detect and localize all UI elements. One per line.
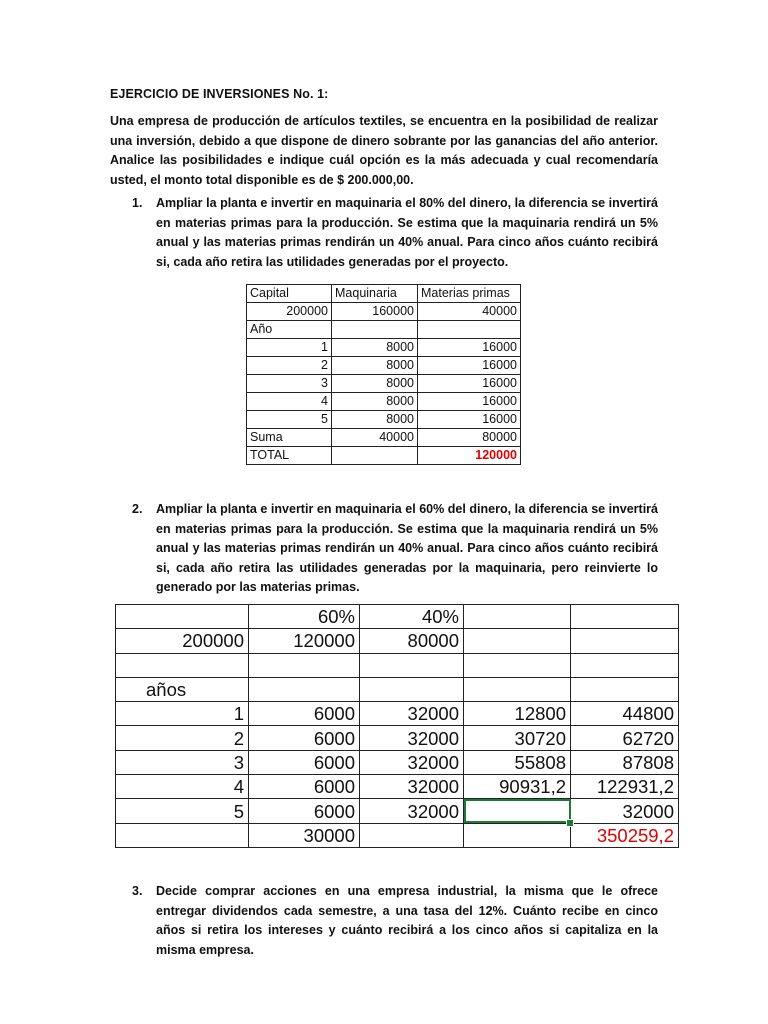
cell[interactable]: 200000: [116, 629, 249, 653]
table-row: [116, 677, 679, 701]
list-number: 1.: [132, 196, 143, 210]
cell[interactable]: 55808: [464, 750, 571, 774]
list-text: Ampliar la planta e invertir en maquinaria el 80% del dinero, la diferencia se invertirá en materias primas para la producción. Se estima que la maquinaria rendirá un 5% anual y las materias primas rendirán un 40% anual. Para cinco años cuánto recibirá si, cada año retira las utilidades generadas por el proyecto.: [156, 196, 658, 269]
cell[interactable]: [249, 653, 360, 677]
cell: 2: [247, 357, 332, 375]
cell[interactable]: 30720: [464, 726, 571, 750]
cell[interactable]: 2: [116, 726, 249, 750]
cell: 8000: [332, 411, 418, 429]
cell: 16000: [418, 357, 521, 375]
cell[interactable]: 1: [116, 702, 249, 726]
cell[interactable]: 87808: [571, 750, 679, 774]
cell: [332, 321, 418, 339]
cell[interactable]: 44800: [571, 702, 679, 726]
cell[interactable]: 6000: [249, 775, 360, 799]
table-row: [116, 702, 679, 726]
table-row: [247, 411, 521, 429]
table-row-total: [247, 447, 521, 465]
year-label-cell[interactable]: años: [116, 677, 249, 701]
cell: 8000: [332, 357, 418, 375]
table-option-1: [246, 284, 521, 465]
total-value-cell: 120000: [418, 447, 521, 465]
header-cell: Materias primas: [418, 285, 521, 303]
cell[interactable]: 32000: [360, 702, 464, 726]
table-row-total: [116, 823, 679, 847]
table-row: [247, 339, 521, 357]
cell[interactable]: [571, 605, 679, 629]
cell[interactable]: [464, 823, 571, 847]
table-header-row: [247, 285, 521, 303]
cell: 8000: [332, 339, 418, 357]
cell: [332, 447, 418, 465]
intro-paragraph: Una empresa de producción de artículos textiles, se encuentra en la posibilidad de realizar una inversión, debido a que dispone de dinero sobrante por las ganancias del año anterior. Analice las posibilidades e indique cuál opción es la más adecuada y cual recomendaría usted, el monto total disponible es de $ 200.000,00.: [110, 114, 658, 187]
cell: 8000: [332, 375, 418, 393]
cell[interactable]: 80000: [360, 629, 464, 653]
cell: 4: [247, 393, 332, 411]
cell: 80000: [418, 429, 521, 447]
cell: [418, 321, 521, 339]
cell[interactable]: 6000: [249, 799, 360, 823]
table-row: [116, 629, 679, 653]
table-row: [247, 357, 521, 375]
table-row: [116, 799, 679, 823]
cell[interactable]: [571, 653, 679, 677]
table-row: [247, 321, 521, 339]
cell: 16000: [418, 393, 521, 411]
fill-handle[interactable]: [566, 819, 574, 827]
cell: TOTAL: [247, 447, 332, 465]
cell: 8000: [332, 393, 418, 411]
cell[interactable]: [571, 677, 679, 701]
cell[interactable]: [360, 823, 464, 847]
cell[interactable]: 122931,2: [571, 775, 679, 799]
table-row: [116, 653, 679, 677]
cell[interactable]: 5: [116, 799, 249, 823]
cell[interactable]: [464, 629, 571, 653]
cell[interactable]: [464, 677, 571, 701]
cell: Suma: [247, 429, 332, 447]
cell: 160000: [332, 303, 418, 321]
list-number: 2.: [132, 502, 143, 516]
cell[interactable]: [116, 823, 249, 847]
table-row: [247, 393, 521, 411]
cell[interactable]: 60%: [249, 605, 360, 629]
table-row-sum: [247, 429, 521, 447]
cell[interactable]: 120000: [249, 629, 360, 653]
cell[interactable]: 30000: [249, 823, 360, 847]
cell[interactable]: 40%: [360, 605, 464, 629]
cell[interactable]: 32000: [360, 750, 464, 774]
list-text: Decide comprar acciones en una empresa industrial, la misma que le ofrece entregar dividendos cada semestre, a una tasa del 12%. Cuánto recibe en cinco años si retira los intereses y cuánto recibirá a los cinco años si capitaliza en la misma empresa.: [156, 884, 658, 957]
cell[interactable]: 32000: [571, 799, 679, 823]
cell[interactable]: 32000: [360, 726, 464, 750]
cell[interactable]: 4: [116, 775, 249, 799]
header-cell: Capital: [247, 285, 332, 303]
cell[interactable]: [571, 629, 679, 653]
selected-cell[interactable]: [464, 799, 571, 823]
cell: 200000: [247, 303, 332, 321]
cell[interactable]: 3: [116, 750, 249, 774]
cell[interactable]: 12800: [464, 702, 571, 726]
cell: 16000: [418, 375, 521, 393]
cell[interactable]: [116, 605, 249, 629]
cell: 1: [247, 339, 332, 357]
cell[interactable]: [464, 605, 571, 629]
header-cell: Maquinaria: [332, 285, 418, 303]
table-option-2: [115, 604, 679, 848]
list-text: Ampliar la planta e invertir en maquinaria el 60% del dinero, la diferencia se invertirá en materias primas para la producción. Se estima que la maquinaria rendirá un 5% anual y las materias primas rendirán un 40% anual. Para cinco años cuánto recibirá si, cada año retira las utilidades generadas por la maquinaria, pero reinvierte lo generado por las materias primas.: [156, 502, 658, 594]
cell: 16000: [418, 411, 521, 429]
cell[interactable]: [116, 653, 249, 677]
cell: 40000: [418, 303, 521, 321]
cell[interactable]: 90931,2: [464, 775, 571, 799]
table-row: [116, 605, 679, 629]
cell[interactable]: 32000: [360, 799, 464, 823]
cell: 3: [247, 375, 332, 393]
cell[interactable]: 6000: [249, 750, 360, 774]
year-label-cell: Año: [247, 321, 332, 339]
table-row: [116, 750, 679, 774]
exercise-title: EJERCICIO DE INVERSIONES No. 1:: [110, 87, 329, 101]
table-row: [247, 375, 521, 393]
table-row: [116, 726, 679, 750]
total-value-cell[interactable]: 350259,2: [571, 823, 679, 847]
cell[interactable]: [464, 653, 571, 677]
list-number: 3.: [132, 884, 143, 898]
cell[interactable]: 62720: [571, 726, 679, 750]
cell: 16000: [418, 339, 521, 357]
cell[interactable]: 32000: [360, 775, 464, 799]
cell[interactable]: 6000: [249, 726, 360, 750]
table-row: [116, 775, 679, 799]
cell[interactable]: [360, 653, 464, 677]
cell[interactable]: [360, 677, 464, 701]
cell[interactable]: 6000: [249, 702, 360, 726]
cell[interactable]: [249, 677, 360, 701]
cell: 5: [247, 411, 332, 429]
cell: 40000: [332, 429, 418, 447]
table-row: [247, 303, 521, 321]
